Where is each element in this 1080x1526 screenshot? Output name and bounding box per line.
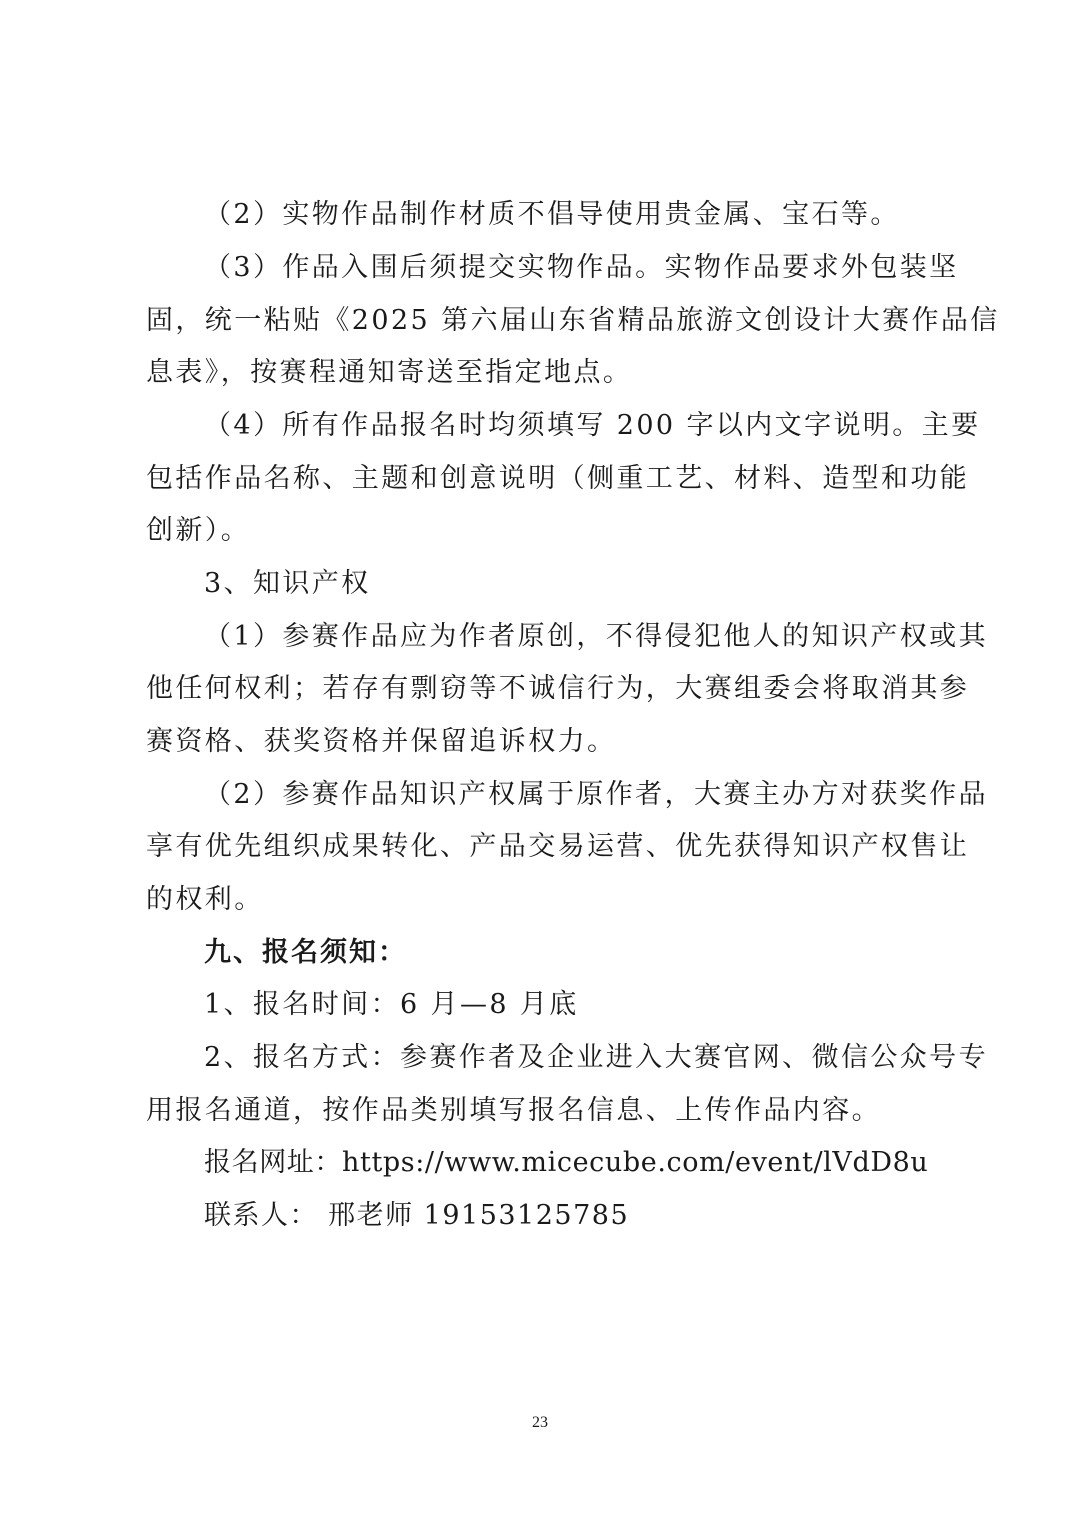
paragraph-line: （4）所有作品报名时均须填写 200 字以内文字说明。主要: [204, 410, 981, 441]
paragraph-line: 他任何权利；若存有剽窃等不诚信行为，大赛组委会将取消其参: [146, 673, 970, 704]
paragraph-line: 创新）。: [146, 515, 251, 546]
paragraph-line: 的权利。: [146, 884, 264, 915]
paragraph-line: （3）作品入围后须提交实物作品。实物作品要求外包装坚: [204, 252, 959, 283]
section-subheading: 3、知识产权: [204, 568, 371, 599]
paragraph-line: （1）参赛作品应为作者原创，不得侵犯他人的知识产权或其: [204, 621, 988, 652]
paragraph-line: 固，统一粘贴《2025 第六届山东省精品旅游文创设计大赛作品信: [146, 305, 1000, 336]
paragraph-line: 2、报名方式：参赛作者及企业进入大赛官网、微信公众号专: [204, 1042, 988, 1073]
page-number: 23: [532, 1414, 548, 1431]
section-heading: 九、报名须知：: [204, 937, 407, 968]
contact-line: 联系人： 邢老师 19153125785: [204, 1200, 630, 1231]
registration-url-line: 报名网址：https://www.micecube.com/event/lVdD8u: [204, 1147, 929, 1178]
paragraph-line: 用报名通道，按作品类别填写报名信息、上传作品内容。: [146, 1095, 881, 1126]
paragraph-line: 息表》，按赛程通知寄送至指定地点。: [146, 357, 633, 388]
paragraph-line: 包括作品名称、主题和创意说明（侧重工艺、材料、造型和功能: [146, 463, 970, 494]
paragraph-line: 享有优先组织成果转化、产品交易运营、优先获得知识产权售让: [146, 831, 970, 862]
paragraph-line: （2）参赛作品知识产权属于原作者，大赛主办方对获奖作品: [204, 779, 988, 810]
paragraph-line: 1、报名时间：6 月—8 月底: [204, 989, 579, 1020]
paragraph-line: 赛资格、获奖资格并保留追诉权力。: [146, 726, 617, 757]
paragraph-line: （2）实物作品制作材质不倡导使用贵金属、宝石等。: [204, 199, 900, 230]
